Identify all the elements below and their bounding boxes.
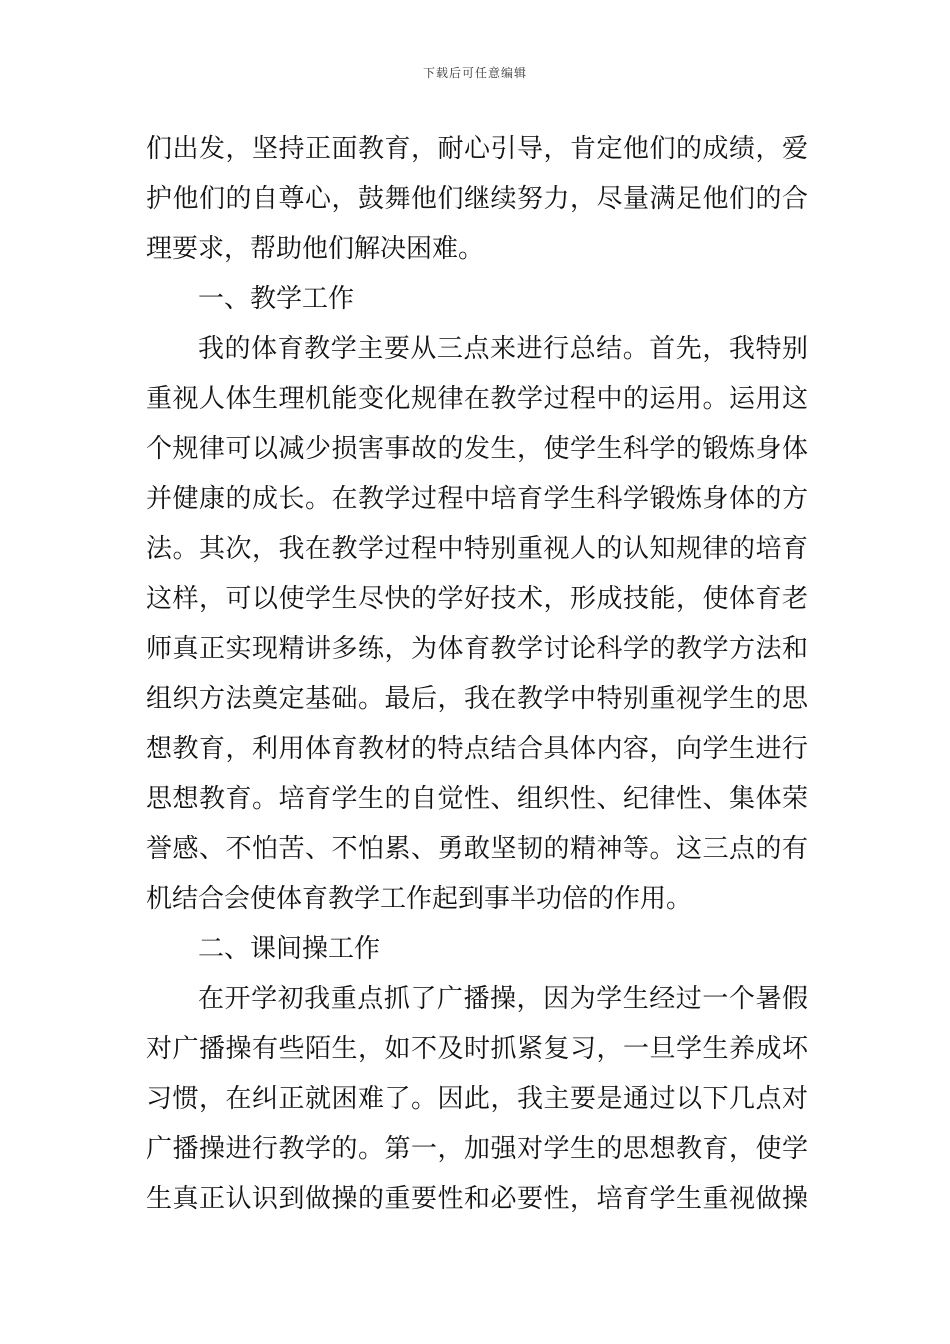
section-heading-exercise: 二、课间操工作: [198, 934, 381, 964]
paragraph-line: 护他们的自尊心，鼓舞他们继续努力，尽量满足他们的合: [146, 184, 808, 214]
paragraph-line: 法。其次，我在教学过程中特别重视人的认知规律的培育: [146, 534, 808, 564]
paragraph-line: 生真正认识到做操的重要性和必要性，培育学生重视做操: [146, 1184, 808, 1214]
paragraph-line: 对广播操有些陌生，如不及时抓紧复习，一旦学生养成坏: [146, 1034, 808, 1064]
paragraph-line: 个规律可以减少损害事故的发生，使学生科学的锻炼身体: [146, 434, 808, 464]
paragraph-line: 思想教育。培育学生的自觉性、组织性、纪律性、集体荣: [146, 784, 808, 814]
paragraph-line: 师真正实现精讲多练，为体育教学讨论科学的教学方法和: [146, 634, 808, 664]
paragraph-line: 们出发，坚持正面教育，耐心引导，肯定他们的成绩，爱: [146, 134, 808, 164]
paragraph-line: 这样，可以使学生尽快的学好技术，形成技能，使体育老: [146, 584, 808, 614]
paragraph-line: 誉感、不怕苦、不怕累、勇敢坚韧的精神等。这三点的有: [146, 834, 808, 864]
section-heading-teaching: 一、教学工作: [198, 284, 355, 314]
paragraph-line: 并健康的成长。在教学过程中培育学生科学锻炼身体的方: [146, 484, 808, 514]
paragraph-line: 理要求，帮助他们解决困难。: [146, 234, 485, 264]
paragraph-line: 广播操进行教学的。第一，加强对学生的思想教育，使学: [146, 1134, 808, 1164]
paragraph-line: 习惯，在纠正就困难了。因此，我主要是通过以下几点对: [146, 1084, 808, 1114]
paragraph-line: 在开学初我重点抓了广播操，因为学生经过一个暑假: [198, 984, 808, 1014]
paragraph-line: 我的体育教学主要从三点来进行总结。首先，我特别: [198, 334, 808, 364]
paragraph-line: 想教育，利用体育教材的特点结合具体内容，向学生进行: [146, 734, 808, 764]
paragraph-line: 机结合会使体育教学工作起到事半功倍的作用。: [146, 884, 693, 914]
paragraph-line: 重视人体生理机能变化规律在教学过程中的运用。运用这: [146, 384, 808, 414]
paragraph-line: 组织方法奠定基础。最后，我在教学中特别重视学生的思: [146, 684, 808, 714]
document-body: [146, 124, 808, 1224]
page-header: 下载后可任意编辑: [422, 66, 527, 80]
